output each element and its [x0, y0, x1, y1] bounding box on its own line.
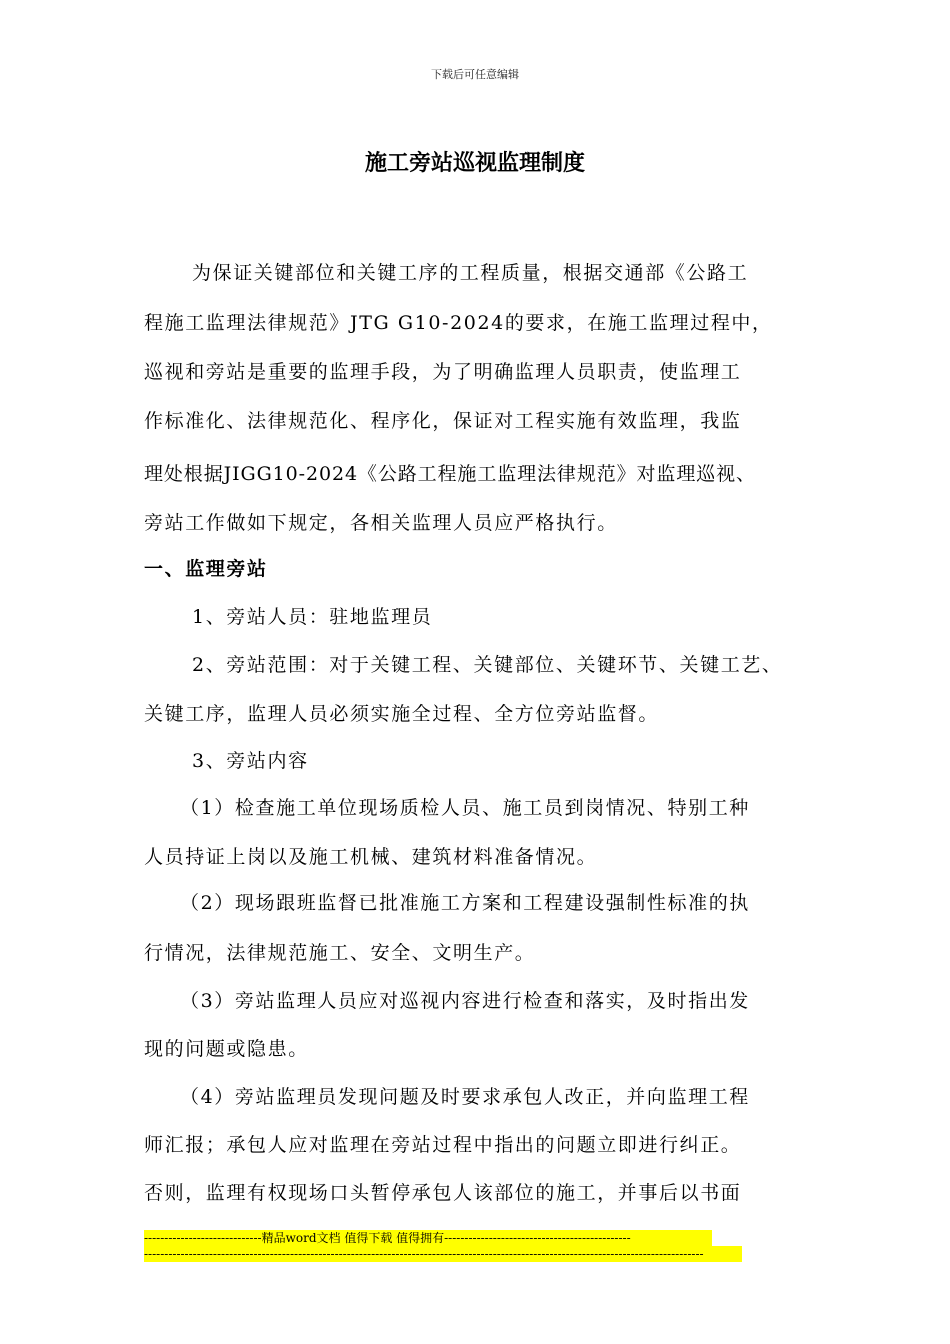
- paragraph-line-2: 程施工监理法律规范》JTG G10-2024的要求，在施工监理过程中，: [144, 312, 773, 334]
- item-2-line-1: 2、旁站范围：对于关键工程、关键部位、关键环节、关键工艺、: [192, 654, 783, 676]
- sub-item-2-line-1: （2）现场跟班监督已批准施工方案和工程建设强制性标准的执: [180, 892, 750, 914]
- sub-item-3-line-2: 现的问题或隐患。: [144, 1038, 309, 1060]
- sub-item-1-line-1: （1）检查施工单位现场质检人员、施工员到岗情况、特别工种: [180, 797, 750, 819]
- sub-item-4-line-2: 师汇报；承包人应对监理在旁站过程中指出的问题立即进行纠正。: [144, 1134, 742, 1156]
- sub-item-4-line-3: 否则，监理有权现场口头暂停承包人该部位的施工，并事后以书面: [144, 1182, 742, 1204]
- paragraph-line-5: 理处根据JIGG10-2024《公路工程施工监理法律规范》对监理巡视、: [144, 463, 756, 485]
- footer-divider: ------------------------------------------------------------------------------------------------------------------------------------------: [144, 1246, 742, 1262]
- sub-item-3-line-1: （3）旁站监理人员应对巡视内容进行检查和落实，及时指出发: [180, 990, 750, 1012]
- footer-banner: -----------------------------精品word文档 值得下载 值得拥有----------------------------------------------: [144, 1230, 712, 1246]
- paragraph-line-3: 巡视和旁站是重要的监理手段，为了明确监理人员职责，使监理工: [144, 361, 742, 383]
- item-2-line-2: 关键工序，监理人员必须实施全过程、全方位旁站监督。: [144, 703, 660, 725]
- sub-item-1-line-2: 人员持证上岗以及施工机械、建筑材料准备情况。: [144, 846, 598, 868]
- item-1-line: 1、旁站人员：驻地监理员: [192, 606, 433, 628]
- sub-item-4-line-1: （4）旁站监理员发现问题及时要求承包人改正，并向监理工程: [180, 1086, 750, 1108]
- paragraph-line-4: 作标准化、法律规范化、程序化，保证对工程实施有效监理，我监: [144, 410, 742, 432]
- paragraph-line-1: 为保证关键部位和关键工序的工程质量，根据交通部《公路工: [192, 262, 749, 284]
- sub-item-2-line-2: 行情况，法律规范施工、安全、文明生产。: [144, 942, 536, 964]
- paragraph-line-6: 旁站工作做如下规定，各相关监理人员应严格执行。: [144, 512, 618, 534]
- page-header: 下载后可任意编辑: [431, 68, 519, 81]
- document-title: 施工旁站巡视监理制度: [364, 150, 585, 176]
- section-heading: 一、监理旁站: [144, 558, 268, 580]
- item-3-line: 3、旁站内容: [192, 750, 309, 772]
